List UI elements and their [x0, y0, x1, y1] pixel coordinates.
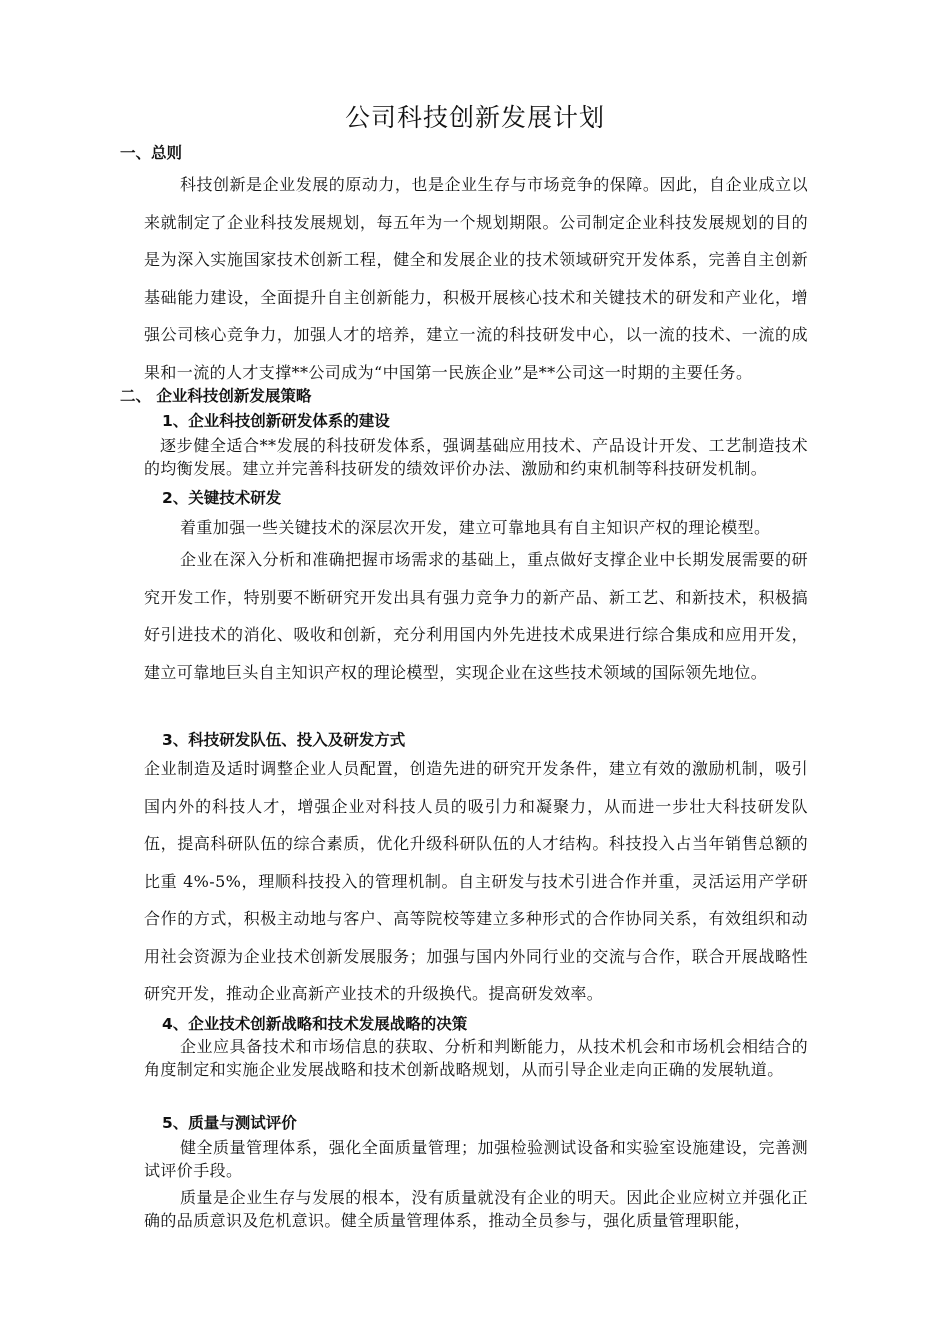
paragraph-general: 科技创新是企业发展的原动力，也是企业生存与市场竞争的保障。因此，自企业成立以来就制定了企业科技发展规划，每五年为一个规划期限。公司制定企业科技发展规划的目的是为深入实施国家技术创新工程，健全和发展企业的技术领域研究开发体系，完善自主创新基础能力建设，全面提升自主创新能力，积极开展核心技术和关键技术的研发和产业化，增强公司核心竞争力，加强人才的培养，建立一流的科技研发中心，以一流的技术、一流的成果和一流的人才支撑**公司成为“中国第一民族企业”是**公司这一时期的主要任务。	[144, 175, 808, 382]
paragraph-key-tech-1: 着重加强一些关键技术的深层次开发，建立可靠地具有自主知识产权的理论模型。	[180, 518, 771, 537]
paragraph-key-tech-2: 企业在深入分析和准确把握市场需求的基础上，重点做好支撑企业中长期发展需要的研究开发工作，特别要不断研究开发出具有强力竞争力的新产品、新工艺、和新技术，积极搞好引进技术的消化、吸收和创新，充分利用国内外先进技术成果进行综合集成和应用开发，建立可靠地巨头自主知识产权的理论模型，实现企业在这些技术领域的国际领先地位。	[144, 550, 808, 682]
section-heading-general: 一、总则	[120, 144, 183, 162]
paragraph-team-investment: 企业制造及适时调整企业人员配置，创造先进的研究开发条件，建立有效的激励机制，吸引国内外的科技人才，增强企业对科技人员的吸引力和凝聚力，从而进一步壮大科技研发队伍，提高科研队伍的综合素质，优化升级科研队伍的人才结构。科技投入占当年销售总额的比重 4%-5%，理顺科技投入的管理机制。自主研发与技术引进合作并重，灵活运用产学研合作的方式，积极主动地与客户、高等院校等建立多种形式的合作协同关系，有效组织和动用社会资源为企业技术创新发展服务；加强与国内外同行业的交流与合作，联合开展战略性研究开发，推动企业高新产业技术的升级换代。提高研发效率。	[144, 759, 808, 1003]
subsection-heading-key-tech: 2、关键技术研发	[162, 489, 282, 507]
paragraph-quality-1: 健全质量管理体系，强化全面质量管理；加强检验测试设备和实验室设施建设，完善测试评价手段。	[144, 1138, 808, 1180]
section-heading-strategy: 二、 企业科技创新发展策略	[120, 387, 312, 405]
paragraph-rd-system: 逐步健全适合**发展的科技研发体系，强调基础应用技术、产品设计开发、工艺制造技术的均衡发展。建立并完善科技研发的绩效评价办法、激励和约束机制等科技研发机制。	[144, 436, 808, 478]
subsection-heading-strategy-decision: 4、企业技术创新战略和技术发展战略的决策	[162, 1015, 468, 1033]
subsection-heading-rd-system: 1、企业科技创新研发体系的建设	[162, 412, 390, 430]
document-title: 公司科技创新发展计划	[344, 103, 605, 132]
paragraph-quality-2: 质量是企业生存与发展的根本，没有质量就没有企业的明天。因此企业应树立并强化正确的品质意识及危机意识。健全质量管理体系，推动全员参与，强化质量管理职能，	[144, 1188, 808, 1230]
subsection-heading-quality: 5、质量与测试评价	[162, 1114, 297, 1132]
subsection-heading-team-investment: 3、科技研发队伍、投入及研发方式	[162, 731, 406, 749]
paragraph-strategy-decision: 企业应具备技术和市场信息的获取、分析和判断能力，从技术机会和市场机会相结合的角度制定和实施企业发展战略和技术创新战略规划，从而引导企业走向正确的发展轨道。	[144, 1037, 808, 1079]
